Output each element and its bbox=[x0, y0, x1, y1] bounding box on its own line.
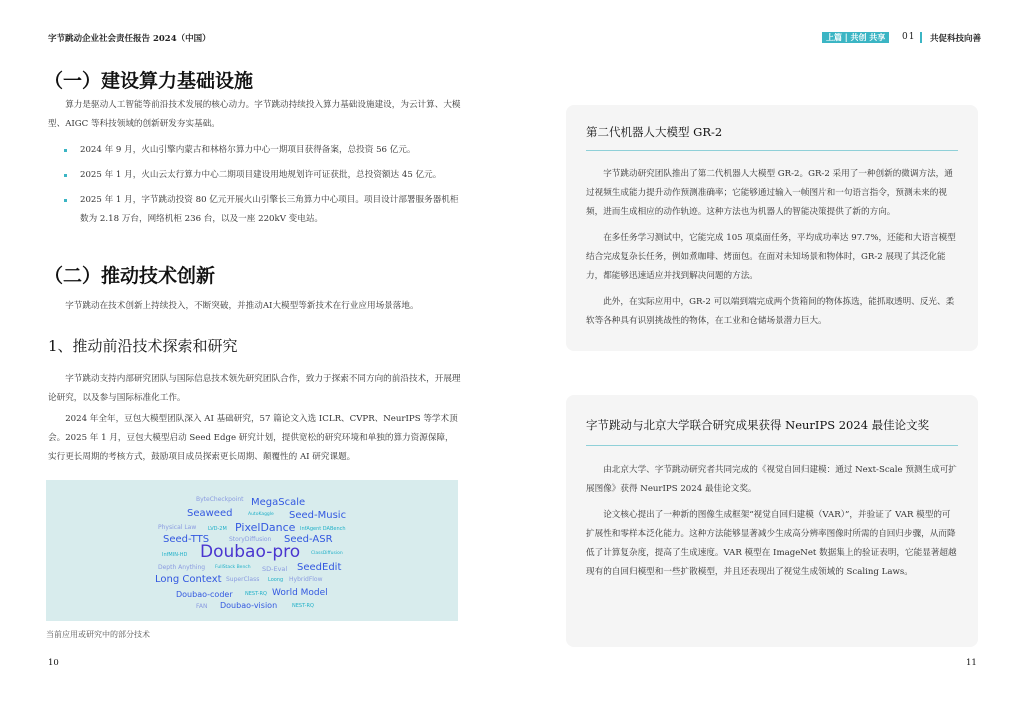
paragraph: 此外，在实际应用中，GR-2 可以端到端完成两个货箱间的物体拣选，能抓取透明、反光、柔软等各种具有识别挑战性的物体，在工业和仓储场景潜力巨大。 bbox=[586, 297, 955, 326]
divider bbox=[586, 445, 958, 446]
paragraph: 论文核心提出了一种新的图像生成框架“视觉自回归建模（VAR）”，并验证了 VAR 模型的可扩展性和零样本泛化能力。这种方法能够显著减少生成高分辨率图像时所需的自回归步骤，从而降低了计算复杂度，提高了生成速度。VAR 模型在 ImageNet 数据集上的验证表明，它能显著超越现有的自回归模型和一些扩散模型，并且还表现出了视觉生成领域的 Scaling Laws。 bbox=[586, 510, 957, 577]
cloud-word: World Model bbox=[272, 588, 328, 598]
section1-content bbox=[48, 96, 462, 229]
cloud-word: NEST-RQ bbox=[292, 603, 314, 609]
section1-title: （一）建设算力基础设施 bbox=[44, 70, 254, 92]
section1-intro: 算力是驱动人工智能等前沿技术发展的核心动力。字节跳动持续投入算力基础设施建设，为云计算、大模型、AIGC 等科技领域的创新研发夯实基础。 bbox=[48, 100, 461, 129]
paragraph: 2024 年全年，豆包大模型团队深入 AI 基础研究，57 篇论文入选 ICLR、CVPR、NeurIPS 等学术顶会。2025 年 1 月，豆包大模型启动 Seed Edge 研究计划，提供宽松的研究环境和单独的算力资源保障，实行更长周期的考核方式，鼓励项目成员探索更长周期、颠覆性的 AI 研究课题。 bbox=[48, 414, 458, 462]
cloud-word: Seed-Music bbox=[289, 510, 347, 521]
page-number-left: 10 bbox=[48, 658, 59, 668]
cloud-word: Long Context bbox=[155, 574, 222, 585]
box-title: 字节跳动与北京大学联合研究成果获得 NeurIPS 2024 最佳论文奖 bbox=[586, 418, 930, 432]
cloud-word: PixelDance bbox=[235, 521, 296, 534]
cloud-word: Loong bbox=[268, 577, 284, 583]
box-body bbox=[586, 461, 958, 589]
cloud-word: SeedEdit bbox=[297, 562, 342, 573]
paragraph: 字节跳动支持内部研究团队与国际信息技术领先研究团队合作，致力于探索不同方向的前沿技术，开展理论研究，以及参与国际标准化工作。 bbox=[48, 374, 461, 403]
cloud-word: SuperClass bbox=[226, 576, 260, 583]
cloud-word: HybridFlow bbox=[289, 576, 323, 583]
cloud-word: LVD-2M bbox=[208, 526, 227, 532]
subsection-title: 1、推动前沿技术探索和研究 bbox=[48, 337, 238, 355]
cloud-word: Physical Law bbox=[158, 524, 197, 531]
report-header: 字节跳动企业社会责任报告 2024（中国） bbox=[48, 34, 211, 44]
cloud-word: AutoKaggle bbox=[248, 512, 274, 517]
box-title: 第二代机器人大模型 GR-2 bbox=[586, 125, 723, 139]
cloud-word: Doubao-coder bbox=[176, 590, 233, 599]
section2-intro: 字节跳动在技术创新上持续投入，不断突破，并推动AI大模型等新技术在行业应用场景落地。 bbox=[65, 301, 419, 311]
bullet-item: 2025 年 1 月，火山云太行算力中心二期项目建设用地规划许可证获批，总投资额达 45 亿元。 bbox=[62, 166, 462, 185]
cloud-word: Seaweed bbox=[187, 508, 233, 519]
chapter-number: 01 bbox=[902, 32, 916, 42]
cloud-word: ClassDiffusion bbox=[311, 551, 343, 556]
cloud-word: ByteCheckpoint bbox=[196, 496, 244, 503]
page-number-right: 11 bbox=[966, 658, 977, 668]
neurips-case-box bbox=[566, 395, 978, 647]
cloud-word: Seed-ASR bbox=[284, 534, 333, 545]
part-tag: 上篇 | 共创 共享 bbox=[822, 32, 889, 43]
figure-caption: 当前应用或研究中的部分技术 bbox=[46, 630, 150, 639]
cloud-word: FullStack Bench bbox=[215, 565, 251, 570]
cloud-word: SD-Eval bbox=[262, 565, 288, 573]
paragraph: 字节跳动研究团队推出了第二代机器人大模型 GR-2。GR-2 采用了一种创新的微调方法，通过视频生成能力提升动作预测准确率；它能够通过输入一帧图片和一句语言指令，预测未来的视频，进而生成相应的动作轨迹。这种方法也为机器人的智能决策提供了新的方向。 bbox=[586, 169, 953, 217]
technology-word-cloud bbox=[46, 480, 458, 621]
cloud-word: NEST-RQ bbox=[245, 591, 267, 597]
box-body bbox=[586, 165, 958, 338]
paragraph: 由北京大学、字节跳动研究者共同完成的《视觉自回归建模：通过 Next-Scale 预测生成可扩展图像》获得 NeurIPS 2024 最佳论文奖。 bbox=[586, 465, 957, 494]
cloud-word: InfMIN-HD bbox=[162, 552, 188, 558]
section2-title: （二）推动技术创新 bbox=[44, 265, 216, 287]
chapter-divider bbox=[920, 32, 922, 43]
cloud-word: Doubao-vision bbox=[220, 601, 278, 610]
paragraph: 在多任务学习测试中，它能完成 105 项桌面任务，平均成功率达 97.7%，还能和大语言模型结合完成复杂长任务，例如煮咖啡、烤面包。在面对未知场景和物体时，GR-2 展现了其泛化能力，都能够迅速适应并找到解决问题的方法。 bbox=[586, 233, 956, 281]
bullet-item: 2025 年 1 月，字节跳动投资 80 亿元开展火山引擎长三角算力中心项目。项目设计部署服务器机柜数为 2.18 万台，网络机柜 236 台，以及一座 220kV 变电站。 bbox=[62, 191, 462, 229]
divider bbox=[586, 150, 958, 151]
cloud-word: InfAgent DABench bbox=[300, 526, 346, 532]
gr2-case-box bbox=[566, 105, 978, 351]
cloud-word: Depth Anything bbox=[158, 564, 206, 571]
cloud-word: FAN bbox=[196, 603, 208, 610]
cloud-word: StoryDiffusion bbox=[229, 536, 272, 543]
chapter-title: 共促科技向善 bbox=[930, 34, 982, 44]
cloud-word: Doubao-pro bbox=[200, 542, 301, 562]
bullet-item: 2024 年 9 月，火山引擎内蒙古和林格尔算力中心一期项目获得备案，总投资 56 亿元。 bbox=[62, 141, 462, 160]
cloud-word: Seed-TTS bbox=[163, 534, 210, 545]
cloud-word: MegaScale bbox=[251, 497, 306, 508]
subsection-content bbox=[48, 370, 462, 467]
